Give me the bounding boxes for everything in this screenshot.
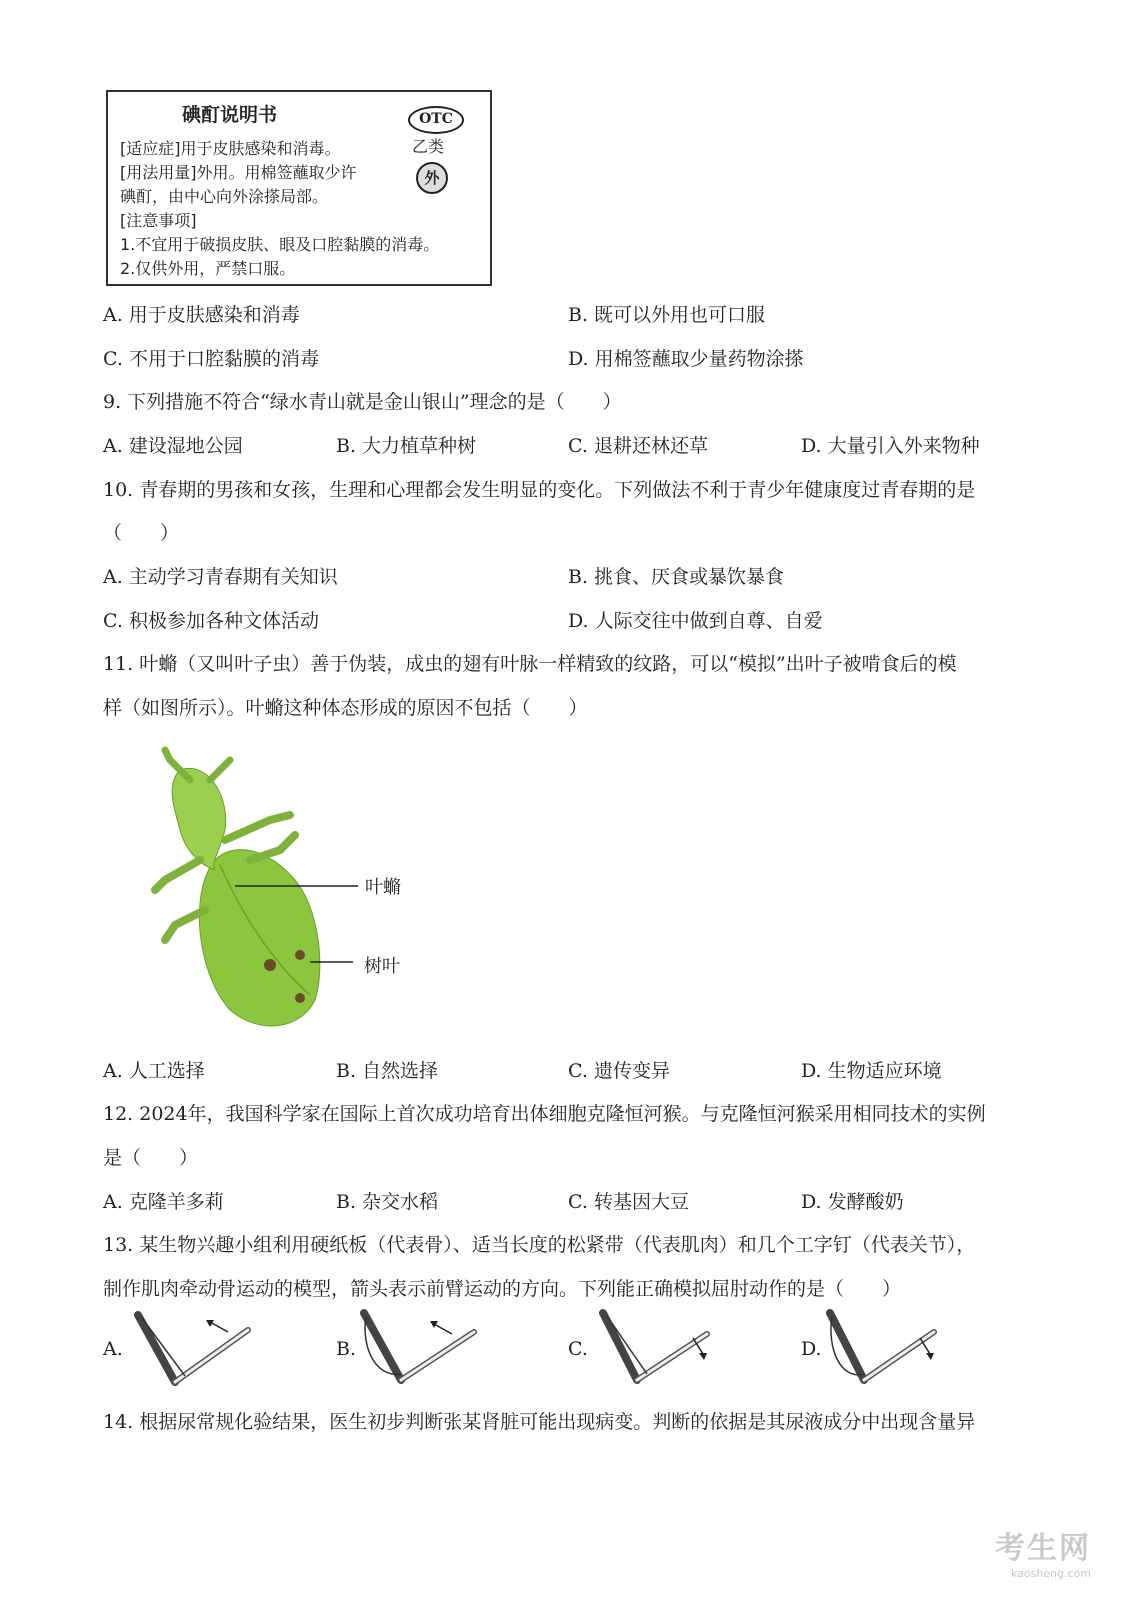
leaf-spot [295, 993, 305, 1003]
q11-option-d: D. 生物适应环境 [801, 1060, 942, 1082]
drug-note-2: 2.仅供外用，严禁口服。 [120, 259, 296, 278]
insect-leg [250, 835, 295, 860]
insect-thorax [172, 768, 226, 870]
leaf-spot [264, 959, 276, 971]
insect-leg [155, 860, 200, 890]
leaf-spot [295, 950, 305, 960]
q10-option-c: C. 积极参加各种文体活动 [103, 610, 319, 632]
q13-diagram-d [822, 1308, 952, 1393]
q10-option-a: A. 主动学习青春期有关知识 [103, 566, 338, 588]
arrow-head [699, 1353, 707, 1360]
q10-option-d: D. 人际交往中做到自尊、自爱 [568, 610, 823, 632]
drug-usage-line2: 碘酊，由中心向外涂搽局部。 [120, 187, 329, 206]
movement-arrow [434, 1324, 452, 1334]
q8-option-c: C. 不用于口腔黏膜的消毒 [103, 348, 319, 370]
q8-option-b: B. 既可以外用也可口服 [568, 304, 766, 326]
q14-stem-line1: 14. 根据尿常规化验结果，医生初步判断张某肾脏可能出现病变。判断的依据是其尿液成分中出现含量异 [103, 1411, 976, 1433]
bone-pair [364, 1313, 474, 1380]
q11-stem-line2: 样（如图所示）。叶䗛这种体态形成的原因不包括（ ） [103, 697, 588, 719]
q9-option-d: D. 大量引入外来物种 [801, 435, 980, 457]
q9-option-b: B. 大力植草种树 [336, 435, 477, 457]
watermark-url: kaosheng.com [1010, 1567, 1091, 1580]
q9-option-c: C. 退耕还林还草 [568, 435, 708, 457]
q11-option-b: B. 自然选择 [336, 1060, 439, 1082]
q12-stem-line1: 12. 2024年，我国科学家在国际上首次成功培育出体细胞克隆恒河猴。与克隆恒河猴采用相同技术的实例 [103, 1103, 986, 1125]
q13-diagram-a [130, 1310, 260, 1395]
q12-stem-line2: 是（ ） [103, 1147, 199, 1169]
drug-note-1: 1.不宜用于破损皮肤、眼及口腔黏膜的消毒。 [120, 235, 440, 254]
q10-stem-line1: 10. 青春期的男孩和女孩，生理和心理都会发生明显的变化。下列做法不利于青少年健康度过青春期的是 [103, 479, 976, 501]
q9-stem: 9. 下列措施不符合“绿水青山就是金山银山”理念的是（ ） [103, 391, 622, 413]
drug-notes-title: [注意事项] [120, 211, 197, 230]
q11-stem-line1: 11. 叶䗛（又叫叶子虫）善于伪装，成虫的翅有叶脉一样精致的纹路，可以“模拟”出叶子被啃食后的模 [103, 653, 957, 675]
q9-option-a: A. 建设湿地公园 [103, 435, 243, 457]
q12-option-c: C. 转基因大豆 [568, 1191, 689, 1213]
q13-option-a: A. [103, 1338, 123, 1360]
q13-option-b: B. [336, 1338, 357, 1360]
bone-pair [138, 1315, 248, 1382]
drug-usage-line1: [用法用量]外用。用棉签蘸取少许 [120, 163, 357, 182]
q13-stem-line1: 13. 某生物兴趣小组利用硬纸板（代表骨）、适当长度的松紧带（代表肌肉）和几个工字钉（代表关节）， [103, 1234, 976, 1256]
q10-option-b: B. 挑食、厌食或暴饮暴食 [568, 566, 785, 588]
external-use-badge: 外 [416, 162, 448, 194]
watermark-brand: 考生网 [995, 1531, 1091, 1566]
insect-label: 叶䗛 [365, 877, 401, 898]
q11-option-c: C. 遗传变异 [568, 1060, 670, 1082]
otc-badge: OTC [408, 106, 464, 134]
q13-diagram-b [356, 1308, 486, 1393]
q12-option-a: A. 克隆羊多莉 [103, 1191, 224, 1213]
drug-label-title: 碘酊说明书 [182, 104, 278, 126]
watermark [995, 1523, 1091, 1580]
bone-pair [603, 1313, 707, 1380]
insect-leg [165, 910, 205, 940]
q10-stem-line2: （ ） [103, 522, 180, 544]
drug-category: 乙类 [412, 137, 445, 156]
q8-option-d: D. 用棉签蘸取少量药物涂搽 [568, 348, 804, 370]
drug-indication: [适应症]用于皮肤感染和消毒。 [120, 139, 341, 158]
arrow-head [430, 1321, 438, 1328]
insect-leg [225, 815, 290, 840]
movement-arrow [210, 1322, 228, 1332]
drug-label [106, 90, 492, 286]
q13-diagram-c [595, 1308, 725, 1393]
q8-option-a: A. 用于皮肤感染和消毒 [103, 304, 300, 326]
q13-option-c: C. [568, 1338, 588, 1360]
leaf-label: 树叶 [364, 956, 400, 977]
q13-option-d: D. [801, 1338, 822, 1360]
insect-leg [210, 760, 230, 780]
q12-option-b: B. 杂交水稻 [336, 1191, 439, 1213]
q11-option-a: A. 人工选择 [103, 1060, 205, 1082]
q12-option-d: D. 发酵酸奶 [801, 1191, 904, 1213]
q13-stem-line2: 制作肌肉牵动骨运动的模型，箭头表示前臂运动的方向。下列能正确模拟屈肘动作的是（ ） [103, 1278, 902, 1300]
arrow-head [926, 1353, 934, 1360]
